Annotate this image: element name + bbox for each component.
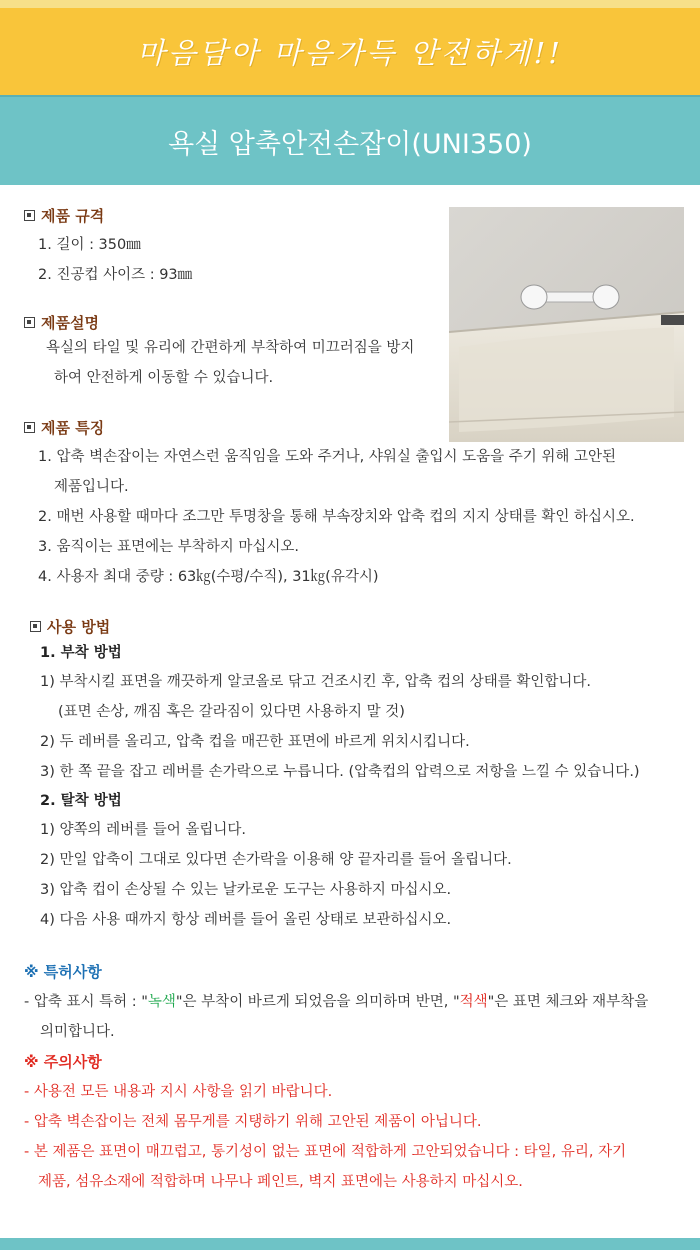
bottom-bar [0, 1238, 700, 1250]
feature-line: 2. 매번 사용할 때마다 조그만 투명창을 통해 부속장치와 압축 컵의 지지 상태를 확인 하십시오. [38, 509, 635, 525]
patent-section [24, 957, 676, 1047]
product-photo [449, 207, 684, 442]
detach-title: 2. 탈착 방법 [40, 793, 122, 809]
green-word: 녹색 [147, 994, 176, 1010]
patent-heading: ※ 특허사항 [24, 963, 102, 981]
detach-line: 1) 양쪽의 레버를 들어 올립니다. [40, 822, 247, 838]
feature-line: 4. 사용자 최대 중량 : 63㎏(수평/수직), 31㎏(유각시) [38, 569, 379, 585]
title-banner [0, 95, 700, 185]
caution-line: 제품, 섬유소재에 적합하며 나무나 페인트, 벽지 표면에는 사용하지 마십시오. [38, 1174, 523, 1190]
patent-middle: "은 부착이 바르게 되었음을 의미하며 반면, " [175, 994, 460, 1010]
square-bullet-icon [30, 621, 41, 632]
caution-line: - 사용전 모든 내용과 지시 사항을 읽기 바랍니다. [24, 1084, 333, 1100]
square-bullet-icon [24, 422, 35, 433]
caution-heading: ※ 주의사항 [24, 1053, 102, 1071]
slogan-banner [0, 8, 700, 95]
detach-line: 4) 다음 사용 때까지 항상 레버를 들어 올린 상태로 보관하십시오. [40, 912, 452, 928]
patent-suffix: "은 표면 체크와 재부착을 [487, 994, 649, 1010]
attach-line: (표면 손상, 깨짐 혹은 갈라짐이 있다면 사용하지 말 것) [58, 704, 405, 720]
description-heading-text: 제품설명 [41, 314, 99, 332]
attach-line: 3) 한 쪽 끝을 잡고 레버를 손가락으로 누릅니다. (압축컵의 압력으로 저항을 느낄 수 있습니다.) [40, 764, 640, 780]
content [0, 185, 700, 1197]
caution-section [24, 1047, 676, 1197]
detach-line: 2) 만일 압축이 그대로 있다면 손가락을 이용해 양 끝자리를 들어 올립니다. [40, 852, 512, 868]
product-title: 욕실 압축안전손잡이(UNI350) [168, 128, 532, 160]
spec-item: 1. 길이 : 350㎜ [38, 237, 141, 253]
bath-photo-illustration [449, 207, 684, 442]
feature-line: 3. 움직이는 표면에는 부착하지 마십시오. [38, 539, 299, 555]
feature-line: 1. 압축 벽손잡이는 자연스런 움직임을 도와 주거나, 샤워실 출입시 도움을 주기 위해 고안된 [38, 449, 617, 465]
square-bullet-icon [24, 210, 35, 221]
usage-body [24, 639, 676, 935]
spec-heading-text: 제품 규격 [41, 207, 105, 225]
top-stripe [0, 0, 700, 8]
caution-line: - 압축 벽손잡이는 전체 몸무게를 지탱하기 위해 고안된 제품이 아닙니다. [24, 1114, 482, 1130]
spec-item: 2. 진공컵 사이즈 : 93㎜ [38, 267, 193, 283]
feature-line: 제품입니다. [54, 479, 129, 495]
red-word: 적색 [459, 994, 488, 1010]
caution-line: - 본 제품은 표면이 매끄럽고, 통기성이 없는 표면에 적합하게 고안되었습니다 : 타일, 유리, 자기 [24, 1144, 627, 1160]
slogan-text: 마음담아 마음가득 안전하게!! [137, 36, 563, 70]
description-line: 욕실의 타일 및 유리에 간편하게 부착하여 미끄러짐을 방지 [46, 340, 415, 356]
attach-title: 1. 부착 방법 [40, 645, 122, 661]
usage-heading-text: 사용 방법 [47, 618, 111, 636]
usage-heading [24, 616, 676, 637]
patent-prefix: - 압축 표시 특허 : " [24, 994, 148, 1010]
patent-line [24, 987, 676, 1017]
detach-line: 3) 압축 컵이 손상될 수 있는 날카로운 도구는 사용하지 마십시오. [40, 882, 452, 898]
square-bullet-icon [24, 317, 35, 328]
attach-line: 1) 부착시킬 표면을 깨끗하게 알코올로 닦고 건조시킨 후, 압축 컵의 상태를 확인합니다. [40, 674, 592, 690]
features-heading-text: 제품 특징 [41, 419, 105, 437]
patent-line-2: 의미합니다. [40, 1024, 115, 1040]
features-list [24, 442, 676, 592]
attach-line: 2) 두 레버를 올리고, 압축 컵을 매끈한 표면에 바르게 위치시킵니다. [40, 734, 470, 750]
description-line: 하여 안전하게 이동할 수 있습니다. [54, 370, 274, 386]
